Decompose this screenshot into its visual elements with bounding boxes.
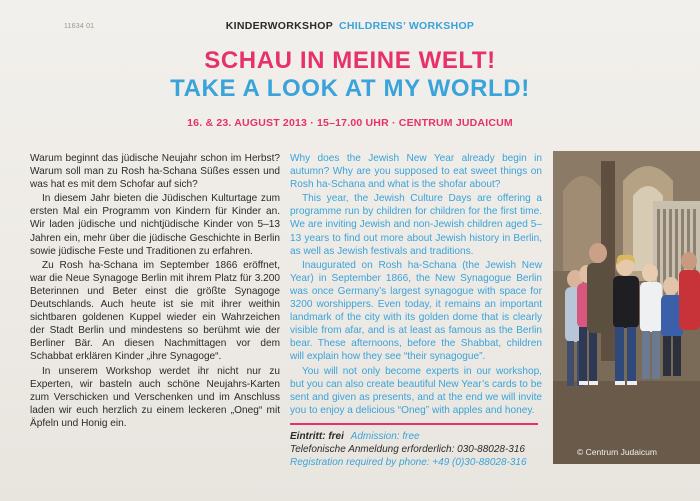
section-label-de: KINDERWORKSHOP <box>225 20 333 32</box>
german-text-column <box>30 152 280 430</box>
english-paragraph: This year, the Jewish Culture Days are offering a programme run by children for children for the first time. We are inviting Jewish and non-Jewish children aged 5–13 years to find out more about Jewish history in Berlin, as well as Jewish festivals and traditions. <box>290 193 542 257</box>
page-id: 11634 01 <box>64 23 95 30</box>
photo-illustration <box>553 151 700 464</box>
title-english: TAKE A LOOK AT MY WORLD! <box>170 75 530 102</box>
english-paragraph: Why does the Jewish New Year already begin in autumn? Why are you supposed to eat sweet things on Rosh ha-Schana and what is the shofar about? <box>290 153 542 191</box>
admission-line <box>290 431 550 442</box>
admission-en: Admission: free <box>350 431 420 442</box>
section-label <box>0 20 700 32</box>
admission-de: Eintritt: frei <box>290 431 344 442</box>
english-paragraph: You will not only become experts in our workshop, but you can also create beautiful New Year’s cards to be sent and given as presents, and at the end we will invite you to enjoy a delicious “Oneg” with apples and honey. <box>290 365 542 416</box>
event-date-location: 16. & 23. AUGUST 2013 · 15–17.00 UHR · CENTRUM JUDAICUM <box>187 117 513 129</box>
synagogue-group-photo <box>553 151 700 464</box>
registration-en: Registration required by phone: +49 (0)30-88028-316 <box>290 457 527 468</box>
english-paragraph: Inaugurated on Rosh ha-Schana (the Jewish New Year) in September 1866, the New Synagogue Berlin was once Germany’s largest synagogue with space for 3200 worshippers. Even today, it remains an important landmark of the city with its golden dome that is clearly visible from afar, and is at least as famous as the Berlin bear. These afternoons, before the Shabbat, children will explain how they see “their synagogue”. <box>290 259 542 363</box>
german-paragraph: In unserem Workshop werdet ihr nicht nur zu Experten, wir basteln auch schöne Neujahrs-Karten zum Verschicken und Verschenken und im Anschluss laden wir euch herzlich zu einem leckeren „Oneg“ mit Äpfeln und Honig ein. <box>30 365 280 429</box>
english-text-column <box>290 152 542 417</box>
german-paragraph: Zu Rosh ha-Schana im September 1866 eröffnet, war die Neue Synagoge Berlin mit ihrem Platz für 3.200 Beterinnen und Beter einst die größte Synagoge Deutschlands. Auch heute ist sie mit ihrer weithin sichtbaren goldenen Kuppel wieder ein Wahrzeichen der Stadt Berlin und mindestens so berühmt wie der Berliner Bär. An diesen Nachmittagen vor dem Schabbat erklären Kinder „ihre Synagoge“. <box>30 259 280 363</box>
section-label-en: CHILDRENS’ WORKSHOP <box>339 20 475 32</box>
registration-de: Telefonische Anmeldung erforderlich: 030-88028-316 <box>290 444 525 455</box>
german-paragraph: Warum beginnt das jüdische Neujahr schon im Herbst? Warum soll man zu Rosh ha-Schana Süßes essen und was hat es mit dem Schofar auf sich? <box>30 153 280 191</box>
german-paragraph: In diesem Jahr bieten die Jüdischen Kulturtage zum ersten Mal ein Programm von Kindern für Kinder an. Wir laden jüdische und nichtjüdische Kinder von 5–13 Jahren ein, mehr über die jüdische Geschichte in Berlin sowie jüdische Feste und Traditionen zu erfahren. <box>30 193 280 257</box>
photo-credit: © Centrum Judaicum <box>577 447 657 457</box>
title-german: SCHAU IN MEINE WELT! <box>204 47 496 74</box>
info-divider <box>290 423 538 425</box>
